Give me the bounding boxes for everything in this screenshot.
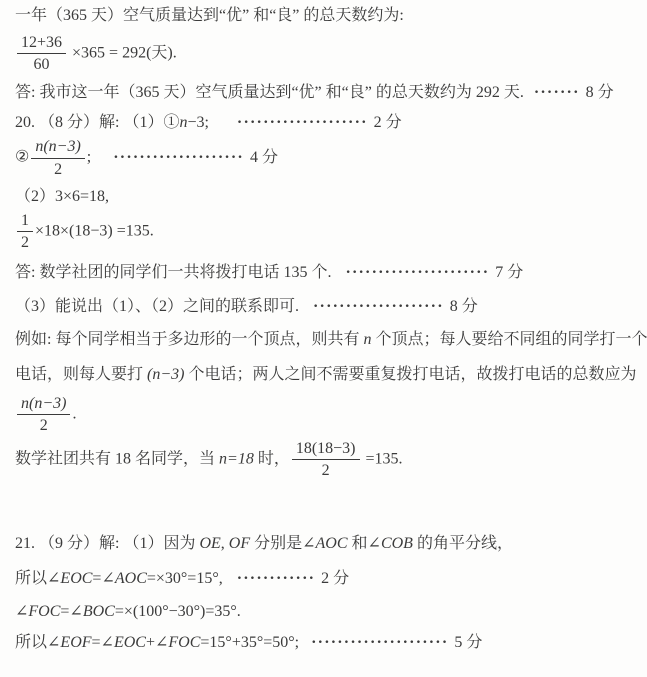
math-variable: n=18	[219, 449, 254, 467]
line-q19-intro	[15, 5, 639, 26]
math-text: −3;	[187, 114, 209, 132]
fraction-denominator: 2	[321, 461, 330, 479]
line-q20-answer	[15, 262, 639, 283]
angle-symbol: ∠	[47, 633, 61, 651]
text-run: 所以	[15, 633, 48, 651]
text-run: 个电话；两人之间不需要重复拨打电话，故拨打电话的总数应为	[184, 366, 637, 384]
text-run: 和∠	[347, 534, 381, 552]
math-variable: EOF	[60, 633, 92, 651]
line-q21-step2	[15, 601, 639, 622]
text-run: 答: 数学社团的同学们一共将拨打电话 135 个.	[15, 264, 332, 282]
score-label: 8 分	[449, 298, 478, 316]
fraction-numerator: n(n−3)	[31, 137, 84, 158]
dot-leader: ······················	[345, 264, 490, 282]
dot-leader: ····················	[113, 148, 244, 166]
math-text: ;	[86, 148, 92, 166]
text-run: 个顶点；每人要给不同组的同学打一个	[371, 331, 647, 349]
math-variable: FOC	[28, 602, 61, 620]
angle-symbol: ∠	[15, 602, 29, 620]
fraction-denominator: 2	[21, 233, 29, 251]
line-q20-part3	[15, 296, 639, 317]
math-variable: n	[363, 331, 372, 349]
line-q20-item2	[15, 137, 639, 178]
text-run: 分别是∠	[250, 534, 316, 552]
circled-two-mark: ②	[15, 148, 30, 166]
angle-symbol: ∠	[47, 569, 61, 587]
math-text: =×(100°−30°)=35°.	[114, 602, 241, 620]
line-q20-part2	[15, 186, 639, 207]
fraction	[17, 394, 70, 435]
math-variable: EOC	[60, 569, 93, 587]
math-variable: AOC	[315, 534, 348, 552]
dot-leader: ············	[236, 569, 316, 587]
line-q20-conclusion-formula	[15, 394, 639, 435]
math-variable: BOC	[82, 602, 115, 620]
text-run: 一年（365 天）空气质量达到“优” 和“良” 的总天数约为:	[15, 7, 404, 24]
text-run: 21. （9 分）解: （1）因为	[15, 534, 200, 552]
line-q19-formula	[15, 33, 639, 74]
math-variable: AOC	[114, 569, 147, 587]
equation-text: ×365 = 292(天).	[72, 44, 177, 62]
text-run: （2）3×6=18,	[15, 187, 110, 205]
dot-leader: ·······	[533, 84, 580, 102]
fraction-numerator: n(n−3)	[17, 394, 70, 415]
equation-text: =135.	[361, 449, 403, 467]
score-label: 2 分	[373, 114, 402, 132]
fraction	[292, 439, 360, 480]
equation-text: ×18×(18−3) =135.	[35, 222, 154, 240]
line-q20-count	[15, 439, 639, 480]
math-variable: OE	[199, 534, 221, 552]
math-variable: (n−3)	[147, 366, 185, 384]
text-run: 时，	[253, 449, 290, 467]
line-q21-step3	[15, 632, 639, 653]
dot-leader: ····················	[313, 298, 444, 316]
text-run: 数学社团共有 18 名同学，当	[15, 449, 220, 467]
math-variable: FOC	[168, 633, 201, 651]
fraction-denominator: 2	[54, 160, 63, 178]
text-run: 例如: 每个同学相当于多边形的一个顶点，则共有	[15, 331, 364, 349]
fraction-numerator: 12+36	[17, 33, 66, 54]
text-run: 电话，则每人要打	[15, 366, 148, 384]
dot-leader: ·····················	[311, 633, 449, 651]
math-variable: OF	[228, 534, 251, 552]
math-variable: COB	[380, 534, 413, 552]
line-q21-step1	[15, 568, 639, 589]
score-label: 8 分	[585, 84, 614, 102]
line-q21-head	[15, 533, 639, 554]
line-q20-example-2	[15, 364, 639, 385]
math-variable: EOC	[113, 633, 146, 651]
score-label: 2 分	[321, 569, 350, 587]
fraction	[17, 211, 33, 252]
math-text: =∠	[60, 602, 83, 620]
score-label: 7 分	[495, 264, 524, 282]
text-run: 20. （8 分）解: （1）①	[15, 114, 180, 132]
fraction	[17, 33, 66, 74]
line-q20-part2-formula	[15, 211, 639, 252]
fraction-numerator: 18(18−3)	[292, 439, 360, 460]
fraction	[31, 137, 84, 178]
math-text: =∠	[92, 569, 115, 587]
math-text: =∠	[91, 633, 114, 651]
fraction-denominator: 60	[33, 56, 50, 74]
math-variable: n	[179, 114, 188, 132]
score-label: 4 分	[249, 148, 278, 166]
math-text: .	[72, 405, 77, 423]
text-run: 答: 我市这一年（365 天）空气质量达到“优” 和“良” 的总天数约为 292 天.	[15, 84, 524, 102]
text-run: 的角平分线，	[412, 534, 513, 552]
fraction-denominator: 2	[39, 417, 48, 435]
line-q20-head	[15, 112, 639, 133]
line-q20-example-1	[15, 329, 647, 350]
text-run: （3）能说出（1）、（2）之间的联系即可.	[15, 298, 300, 316]
line-q19-answer	[15, 82, 639, 103]
math-text: +∠	[145, 633, 169, 651]
dot-leader: ····················	[236, 114, 368, 132]
math-text: ,	[220, 534, 229, 552]
fraction-numerator: 1	[17, 211, 33, 232]
math-text: =×30°=15°,	[146, 569, 223, 587]
math-text: =15°+35°=50°;	[200, 633, 300, 651]
text-run: 所以	[15, 569, 48, 587]
score-label: 5 分	[454, 633, 483, 651]
